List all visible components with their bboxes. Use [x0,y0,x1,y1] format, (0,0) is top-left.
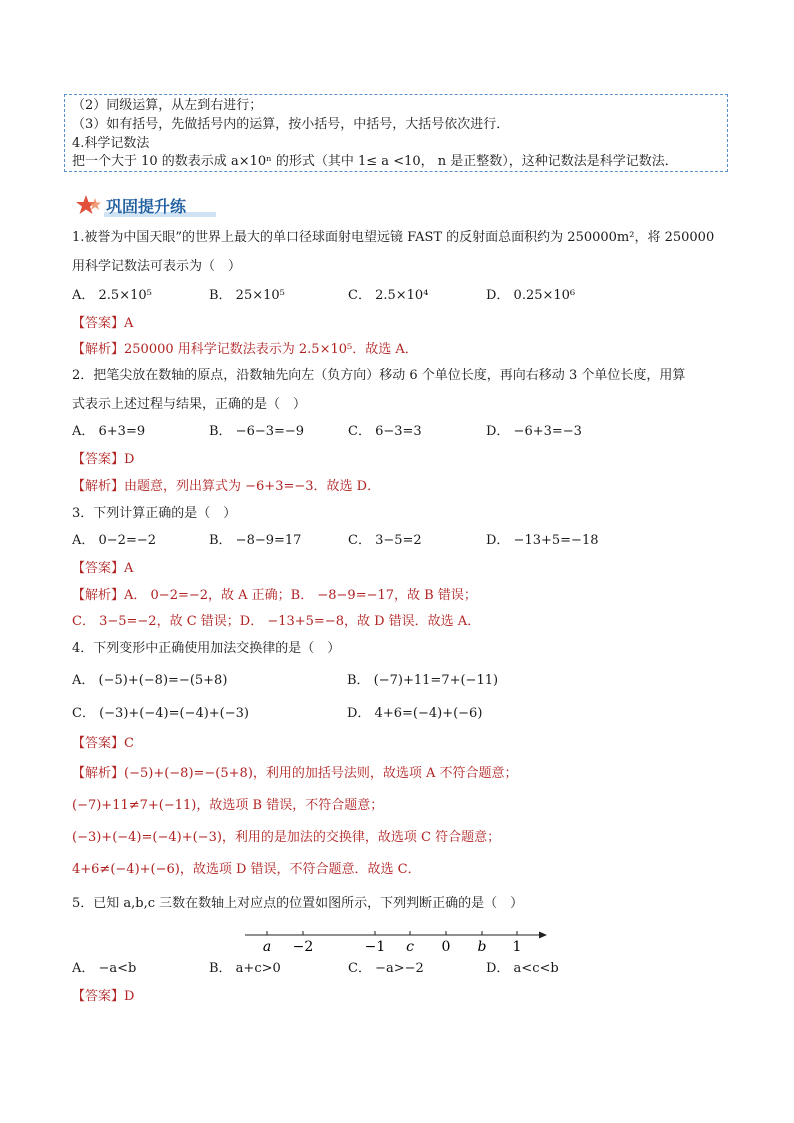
answer-value: C [124,736,134,751]
q2-stem-2: 式表示上述过程与结果，正确的是（ ） [72,397,307,412]
tick-label-a: a [262,939,272,955]
analysis-tag: 【解析】 [72,479,125,494]
q4-analysis [72,765,518,783]
q4-analysis-4: 4+6≠(−4)+(−6)，故选项 D 错误，不符合题意．故选 C． [72,862,421,877]
analysis-tag: 【解析】 [72,588,125,603]
answer-tag: 【答案】 [72,452,125,467]
q1-stem-1: 1.被誉为中国天眼”的世界上最大的单口径球面射电望远镜 FAST 的反射面总面积约为 250000m²，将 250000 [72,230,715,245]
q2-option-d: D． −6+3=−3 [486,424,582,439]
number-line [245,928,555,956]
answer-tag: 【答案】 [72,736,125,751]
q4-answer [72,735,134,753]
box-line-3: 4.科学记数法 [72,136,150,151]
analysis-tag: 【解析】 [72,766,125,781]
answer-value: D [124,989,135,1004]
q1-option-d: D． 0.25×10⁶ [486,288,576,303]
q2-option-c: C． 6−3=3 [348,424,422,439]
tick-label-neg1: −1 [364,939,386,955]
q3-answer [72,560,133,578]
q4-analysis-2: (−7)+11≠7+(−11)，故选项 B 错误，不符合题意； [72,798,384,813]
q5-option-a: A． −a<b [72,961,137,976]
q2-answer [72,451,134,469]
q3-option-b: B． −8−9=17 [209,533,302,548]
q5-answer [72,988,134,1006]
section-title: 巩固提升练 [106,197,187,216]
tick-label-1: 1 [512,939,522,955]
q1-option-a: A． 2.5×10⁵ [72,288,152,303]
q4-option-d: D． 4+6=(−4)+(−6) [347,706,483,721]
tick-label-neg2: −2 [292,939,314,955]
q1-option-b: B． 25×10⁵ [209,288,285,303]
q5-option-b: B． a+c>0 [209,961,281,976]
q5-option-c: C． −a>−2 [348,961,424,976]
q4-option-c: C． (−3)+(−4)=(−4)+(−3) [72,706,249,721]
q1-answer [72,315,133,333]
q4-option-a: A． (−5)+(−8)=−(5+8) [72,673,228,688]
box-line-1: （2）同级运算，从左到右进行； [72,98,263,113]
answer-value: D [124,452,135,467]
answer-value: A [124,561,134,576]
box-line-2: （3）如有括号，先做括号内的运算，按小括号，中括号，大括号依次进行． [72,117,510,132]
analysis-text: 由题意，列出算式为 −6+3=−3．故选 D． [124,479,381,494]
q3-option-c: C． 3−5=2 [348,533,422,548]
q4-option-b: B． (−7)+11=7+(−11) [347,673,499,688]
q4-analysis-3: (−3)+(−4)=(−4)+(−3)，利用的是加法的交换律，故选项 C 符合题意； [72,830,501,845]
q3-stem-1: 3．下列计算正确的是（ ） [72,506,237,521]
answer-value: A [124,316,134,331]
q1-analysis [72,341,418,359]
q4-stem-1: 4．下列变形中正确使用加法交换律的是（ ） [72,641,341,656]
tick-label-c: c [406,939,414,955]
q3-option-d: D． −13+5=−18 [486,533,599,548]
q2-stem-1: 2．把笔尖放在数轴的原点，沿数轴先向左（负方向）移动 6 个单位长度，再向右移动 3 个单位长度，用算 [72,368,686,383]
q1-option-c: C． 2.5×10⁴ [348,288,429,303]
answer-tag: 【答案】 [72,561,125,576]
q3-analysis-2: C． 3−5=−2，故 C 错误；D． −13+5=−8，故 D 错误．故选 A． [72,614,481,629]
box-line-4: 把一个大于 10 的数表示成 a×10ⁿ 的形式（其中 1≤ a <10， n 是正整数），这种记数法是科学记数法． [72,154,678,169]
analysis-text: 250000 用科学记数法表示为 2.5×10⁵．故选 A． [124,342,418,357]
answer-tag: 【答案】 [72,989,125,1004]
q2-analysis [72,478,380,496]
q3-option-a: A． 0−2=−2 [72,533,157,548]
analysis-text: A． 0−2=−2，故 A 正确；B． −8−9=−17，故 B 错误； [124,588,477,603]
q5-option-d: D． a<c<b [486,961,559,976]
q2-option-a: A． 6+3=9 [72,424,146,439]
tick-label-0: 0 [441,939,451,955]
q3-analysis [72,587,477,605]
answer-tag: 【答案】 [72,316,125,331]
q5-stem-1: 5．已知 a,b,c 三数在数轴上对应点的位置如图所示，下列判断正确的是（ ） [72,896,524,911]
q2-option-b: B． −6−3=−9 [209,424,305,439]
tick-label-b: b [477,939,487,955]
analysis-tag: 【解析】 [72,342,125,357]
number-line-ticks [267,931,517,935]
q1-stem-2: 用科学记数法可表示为（ ） [72,259,242,274]
analysis-text: (−5)+(−8)=−(5+8)，利用的加括号法则，故选项 A 不符合题意； [124,766,518,781]
star-icon [76,194,102,216]
